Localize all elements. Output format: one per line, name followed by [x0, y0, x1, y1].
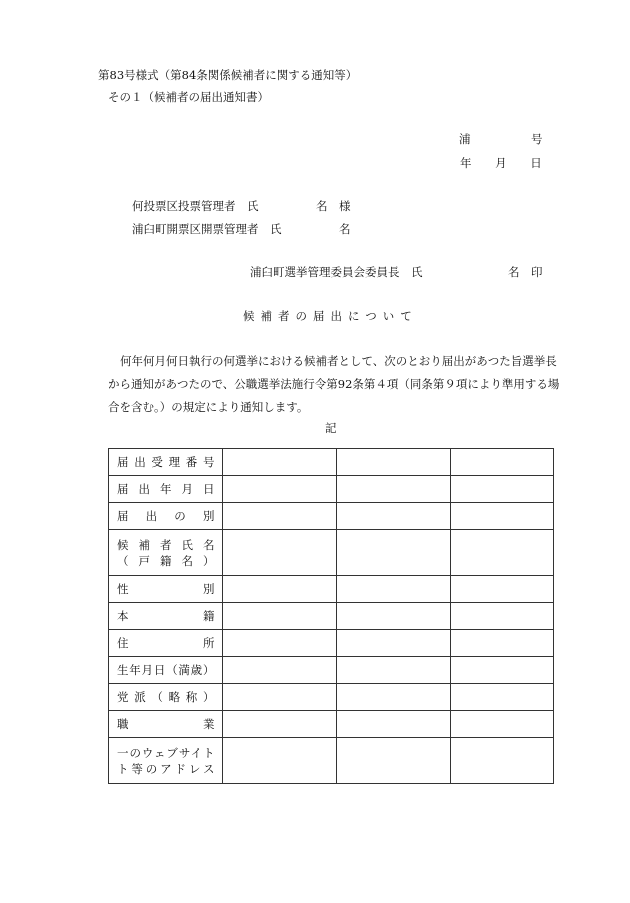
blank-cell[interactable]: [450, 576, 553, 603]
blank-cell[interactable]: [337, 657, 451, 684]
blank-cell[interactable]: [223, 711, 337, 738]
table-row: [109, 476, 554, 503]
row-label-text: 届出受理番号: [117, 455, 215, 469]
table-row: [109, 711, 554, 738]
row-label: [109, 576, 223, 603]
row-label-text: 職業: [117, 717, 215, 731]
blank-cell[interactable]: [223, 603, 337, 630]
blank-cell[interactable]: [223, 738, 337, 784]
table-row: [109, 576, 554, 603]
row-label: [109, 449, 223, 476]
blank-cell[interactable]: [337, 630, 451, 657]
row-label: [109, 630, 223, 657]
blank-cell[interactable]: [450, 476, 553, 503]
row-label-text: 生年月日（満歳）: [117, 663, 215, 677]
addressee-polling: 何投票区投票管理者 氏 名 様: [132, 199, 351, 213]
blank-cell[interactable]: [337, 576, 451, 603]
table-row: [109, 530, 554, 576]
row-label: [109, 684, 223, 711]
blank-cell[interactable]: [337, 684, 451, 711]
blank-cell[interactable]: [223, 476, 337, 503]
row-label-text: 届出の別: [117, 509, 215, 523]
table-row: [109, 738, 554, 784]
table-row: [109, 449, 554, 476]
blank-cell[interactable]: [337, 711, 451, 738]
blank-cell[interactable]: [223, 449, 337, 476]
date-line: 年 月 日: [460, 156, 542, 170]
reference-suffix: 号: [531, 132, 543, 146]
blank-cell[interactable]: [450, 738, 553, 784]
row-label: [109, 530, 223, 576]
row-label: [109, 738, 223, 784]
document-heading: 候補者の届出について: [243, 309, 418, 323]
blank-cell[interactable]: [337, 476, 451, 503]
blank-cell[interactable]: [337, 738, 451, 784]
row-label-text: 党派（略称）: [117, 690, 215, 704]
blank-cell[interactable]: [337, 449, 451, 476]
ki-label: 記: [325, 421, 337, 435]
row-label: [109, 711, 223, 738]
blank-cell[interactable]: [337, 503, 451, 530]
row-label: [109, 476, 223, 503]
row-label: [109, 657, 223, 684]
row-label-text: 届出年月日: [117, 482, 215, 496]
blank-cell[interactable]: [450, 711, 553, 738]
blank-cell[interactable]: [223, 530, 337, 576]
table-row: [109, 603, 554, 630]
addressee-counting: 浦臼町開票区開票管理者 氏 名: [132, 222, 351, 236]
notification-table: [108, 448, 554, 784]
blank-cell[interactable]: [223, 657, 337, 684]
row-label-text: 性別: [117, 582, 215, 596]
blank-cell[interactable]: [450, 657, 553, 684]
row-label-text-2: ト等のアドレス: [117, 761, 215, 776]
reference-prefix: 浦: [459, 132, 471, 146]
table-row: [109, 630, 554, 657]
row-label: [109, 603, 223, 630]
blank-cell[interactable]: [450, 449, 553, 476]
row-label-text: 候補者氏名: [117, 537, 215, 552]
blank-cell[interactable]: [223, 684, 337, 711]
body-line: 合を含む。）の規定により通知します。: [108, 400, 309, 414]
blank-cell[interactable]: [337, 603, 451, 630]
blank-cell[interactable]: [450, 530, 553, 576]
row-label-text-2: （戸籍名）: [117, 553, 215, 568]
body-line: から通知があつたので、公職選挙法施行令第92条第４項（同条第９項により準用する場: [108, 377, 560, 391]
body-paragraph: [108, 350, 560, 419]
blank-cell[interactable]: [223, 576, 337, 603]
blank-cell[interactable]: [450, 630, 553, 657]
row-label-text: 住所: [117, 636, 215, 650]
table-row: [109, 684, 554, 711]
row-label-text: 一のウェブサイト: [117, 745, 215, 760]
blank-cell[interactable]: [450, 603, 553, 630]
blank-cell[interactable]: [223, 630, 337, 657]
body-line: 何年何月何日執行の何選挙における候補者として、次のとおり届出があつた旨選挙長: [120, 354, 557, 368]
blank-cell[interactable]: [450, 684, 553, 711]
table-row: [109, 503, 554, 530]
blank-cell[interactable]: [223, 503, 337, 530]
form-title: 第83号様式（第84条関係候補者に関する通知等）: [98, 68, 358, 82]
row-label-text: 本籍: [117, 609, 215, 623]
sender: 浦臼町選挙管理委員会委員長 氏: [250, 265, 423, 279]
form-subtitle: その１（候補者の届出通知書）: [108, 90, 269, 104]
seal-name: 名 印: [508, 265, 543, 279]
blank-cell[interactable]: [337, 530, 451, 576]
row-label: [109, 503, 223, 530]
blank-cell[interactable]: [450, 503, 553, 530]
table-row: [109, 657, 554, 684]
